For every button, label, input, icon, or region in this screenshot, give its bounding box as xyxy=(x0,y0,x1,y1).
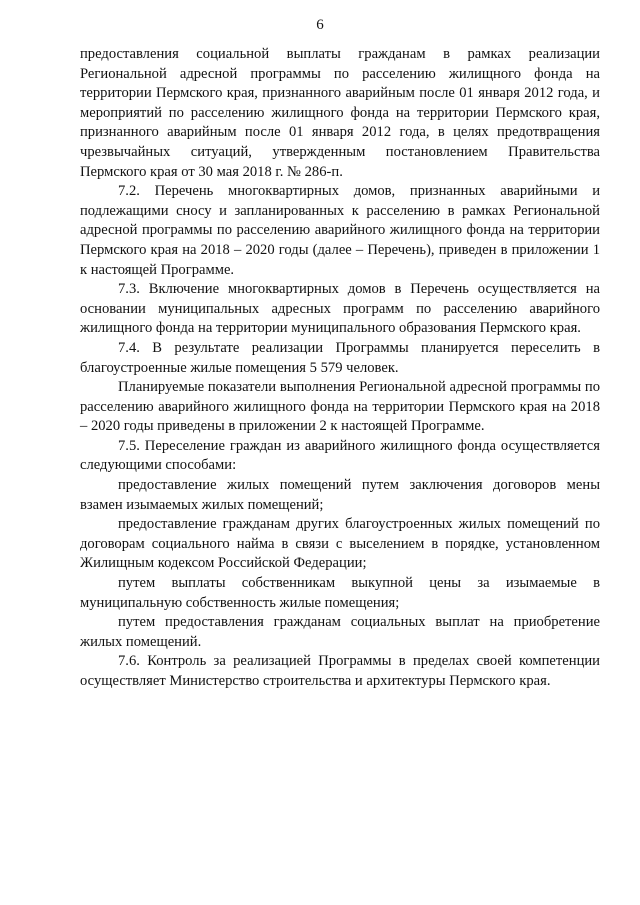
list-item-buyout-payment: путем выплаты собственникам выкупной цены за изымаемые в муниципальную собственность жилые помещения; xyxy=(80,575,600,611)
paragraph-7-4: 7.4. В результате реализации Программы планируется переселить в благоустроенные жилые помещения 5 579 человек. xyxy=(80,339,600,376)
paragraph-7-2: 7.2. Перечень многоквартирных домов, признанных аварийными и подлежащими сносу и запланированных к расселению в рамках Региональной адресной программы по расселению аварийного жилищного фонда на территории Пермского края на 2018 – 2020 годы (далее – Перечень), приведен в приложении 1 к настоящей Программе. xyxy=(80,183,600,278)
list-item-social-payments: путем предоставления гражданам социальных выплат на приобретение жилых помещений. xyxy=(80,614,600,650)
paragraph-planned-indicators: Планируемые показатели выполнения Региональной адресной программы по расселению аварийного жилищного фонда на территории Пермского края на 2018 – 2020 годы приведены в приложении 2 к настоящей Программе. xyxy=(80,379,600,435)
list-item-social-rent: предоставление гражданам других благоустроенных жилых помещений по договорам социального найма в связи с выселением в порядке, установленном Жилищным кодексом Российской Федерации; xyxy=(80,516,600,572)
paragraph-7-6: 7.6. Контроль за реализацией Программы в пределах своей компетенции осуществляет Министерство строительства и архитектуры Пермского края. xyxy=(80,653,600,689)
document-body xyxy=(80,45,600,692)
paragraph-7-5: 7.5. Переселение граждан из аварийного жилищного фонда осуществляется следующими способами: xyxy=(80,437,600,474)
list-item-exchange-contracts: предоставление жилых помещений путем заключения договоров мены взамен изымаемых жилых помещений; xyxy=(80,477,600,513)
paragraph-continuation: предоставления социальной выплаты гражданам в рамках реализации Региональной адресной программы по расселению жилищного фонда на территории Пермского края, признанного аварийным после 01 января 2012 года, и мероприятий по расселению жилищного фонда на территории Пермского края, признанного аварийным после 01 января 2012 года, в целях предотвращения чрезвычайных ситуаций, утвержденным постановлением Правительства Пермского края от 30 мая 2018 г. № 286-п. xyxy=(80,46,600,180)
page-number: 6 xyxy=(316,17,324,33)
paragraph-7-3: 7.3. Включение многоквартирных домов в Перечень осуществляется на основании муниципальных адресных программ по расселению аварийного жилищного фонда на территории муниципального образования Пермского края. xyxy=(80,281,600,337)
